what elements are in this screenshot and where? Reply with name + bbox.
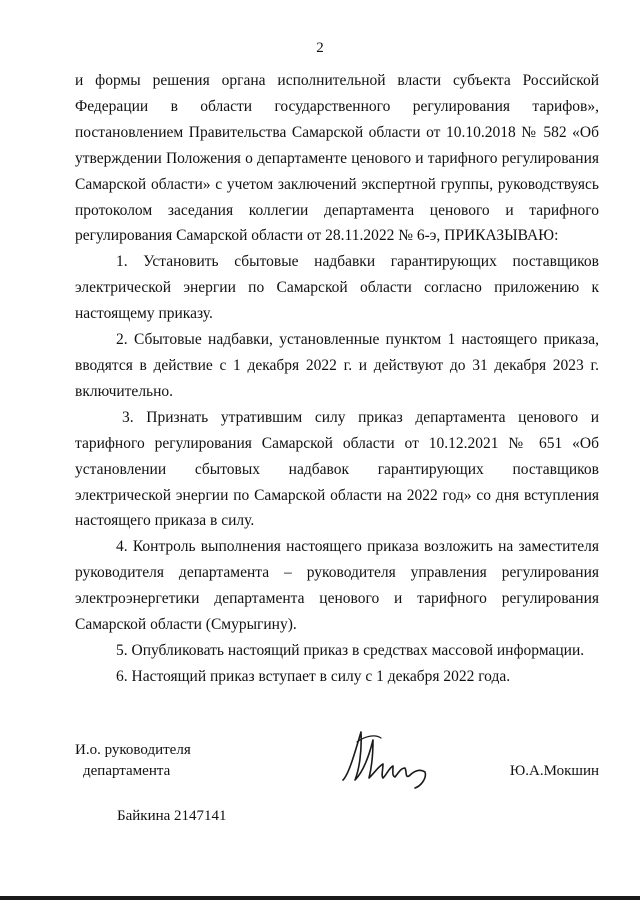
signatory-title-line2: департамента: [83, 763, 171, 779]
paragraph-item-1: 1. Установить сбытовые надбавки гарантирующих поставщиков электрической энергии по Самарской области согласно приложению к настоящему приказу.: [75, 253, 599, 323]
signatory-title-line1: И.о. руководителя: [75, 742, 191, 758]
executor-contact: Байкина 2147141: [117, 808, 227, 824]
signatory-name: Ю.А.Мокшин: [509, 763, 599, 779]
paragraph-item-3: 3. Признать утратившим силу приказ департамента ценового и тарифного регулирования Самарской области от 10.12.2021 № 651 «Об установлении сбытовых надбавок гарантирующих поставщиков электрической энергии по Самарской области на 2022 год» со дня вступления настоящего приказа в силу.: [75, 408, 599, 530]
page-number: 2: [316, 40, 324, 56]
paragraph-preamble: и формы решения органа исполнительной власти субъекта Российской Федерации в области государственного регулирования тарифов», постановлением Правительства Самарской области от 10.10.2018 № 582 «Об утверждении Положения о департаменте ценового и тарифного регулирования Самарской области» с учетом заключений экспертной группы, руководствуясь протоколом заседания коллегии департамента ценового и тарифного регулирования Самарской области от 28.11.2022 № 6-э, ПРИКАЗЫВАЮ:: [75, 72, 599, 245]
page-bottom-edge: [0, 896, 640, 900]
paragraph-item-2: 2. Сбытовые надбавки, установленные пунктом 1 настоящего приказа, вводятся в действие с 1 декабря 2022 г. и действуют до 31 декабря 2023 г. включительно.: [75, 331, 599, 400]
signature-block: [75, 740, 599, 800]
signatory-title: [75, 740, 191, 782]
paragraph-item-5: 5. Опубликовать настоящий приказ в средствах массовой информации.: [116, 641, 585, 659]
handwritten-signature: [335, 722, 435, 792]
paragraph-item-6: 6. Настоящий приказ вступает в силу с 1 декабря 2022 года.: [116, 667, 511, 685]
paragraph-item-4: 4. Контроль выполнения настоящего приказа возложить на заместителя руководителя департамента – руководителя управления регулирования электроэнергетики департамента ценового и тарифного регулирования Самарской области (Смурыгину).: [75, 538, 599, 634]
order-body: [75, 68, 599, 690]
